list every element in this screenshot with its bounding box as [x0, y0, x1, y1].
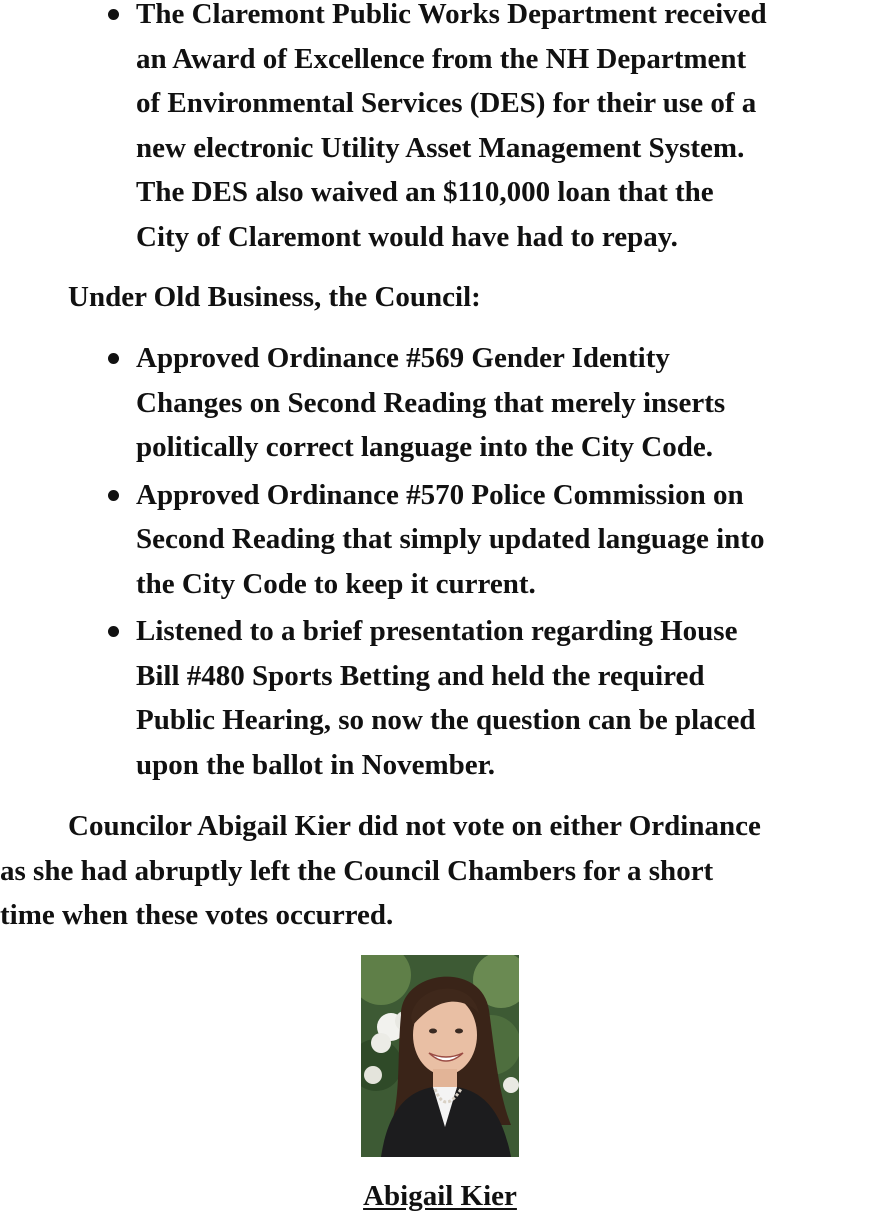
text-line: Approved Ordinance #569 Gender Identity — [136, 342, 670, 374]
text-line: Changes on Second Reading that merely inserts — [136, 386, 726, 419]
text-line: The Claremont Public Works Department received — [136, 0, 767, 30]
text-line: Under Old Business, the Council: — [68, 281, 481, 313]
list-item — [0, 609, 880, 787]
old-business-intro — [0, 275, 880, 320]
text-line: an Award of Excellence from the NH Department — [136, 42, 747, 75]
text-line: Councilor Abigail Kier did not vote on either Ordinance — [68, 810, 761, 842]
photo-caption: Abigail Kier — [363, 1180, 517, 1212]
closing-paragraph — [0, 804, 880, 938]
text-line: Second Reading that simply updated language into — [136, 523, 765, 555]
text-line: as she had abruptly left the Council Chambers for a short — [0, 854, 714, 887]
bullet-icon — [108, 626, 119, 637]
text-line: of Environmental Services (DES) for their use of a — [136, 87, 757, 119]
bullet-icon — [108, 9, 119, 20]
text-line: new electronic Utility Asset Management System. — [136, 131, 745, 164]
bullet-icon — [108, 353, 119, 364]
text-line: upon the ballot in November. — [136, 748, 496, 781]
text-line: Public Hearing, so now the question can be placed — [136, 704, 756, 736]
text-line: Approved Ordinance #570 Police Commission on — [136, 478, 744, 511]
portrait-illustration — [361, 955, 519, 1157]
text-line: Listened to a brief presentation regarding House — [136, 615, 738, 647]
portrait-photo — [361, 955, 519, 1157]
list-item — [0, 473, 880, 607]
bullet-list-top — [0, 0, 880, 259]
text-line: the City Code to keep it current. — [136, 567, 536, 600]
text-line: politically correct language into the City Code. — [136, 431, 713, 463]
text-line: Bill #480 Sports Betting and held the required — [136, 659, 705, 692]
bullet-list-old-business — [0, 336, 880, 787]
bullet-icon — [108, 490, 119, 501]
list-item — [0, 336, 880, 470]
text-line: The DES also waived an $110,000 loan that the — [136, 176, 714, 208]
text-line: time when these votes occurred. — [0, 899, 394, 931]
text-line: City of Claremont would have had to repay. — [136, 220, 678, 253]
list-item — [0, 0, 880, 259]
